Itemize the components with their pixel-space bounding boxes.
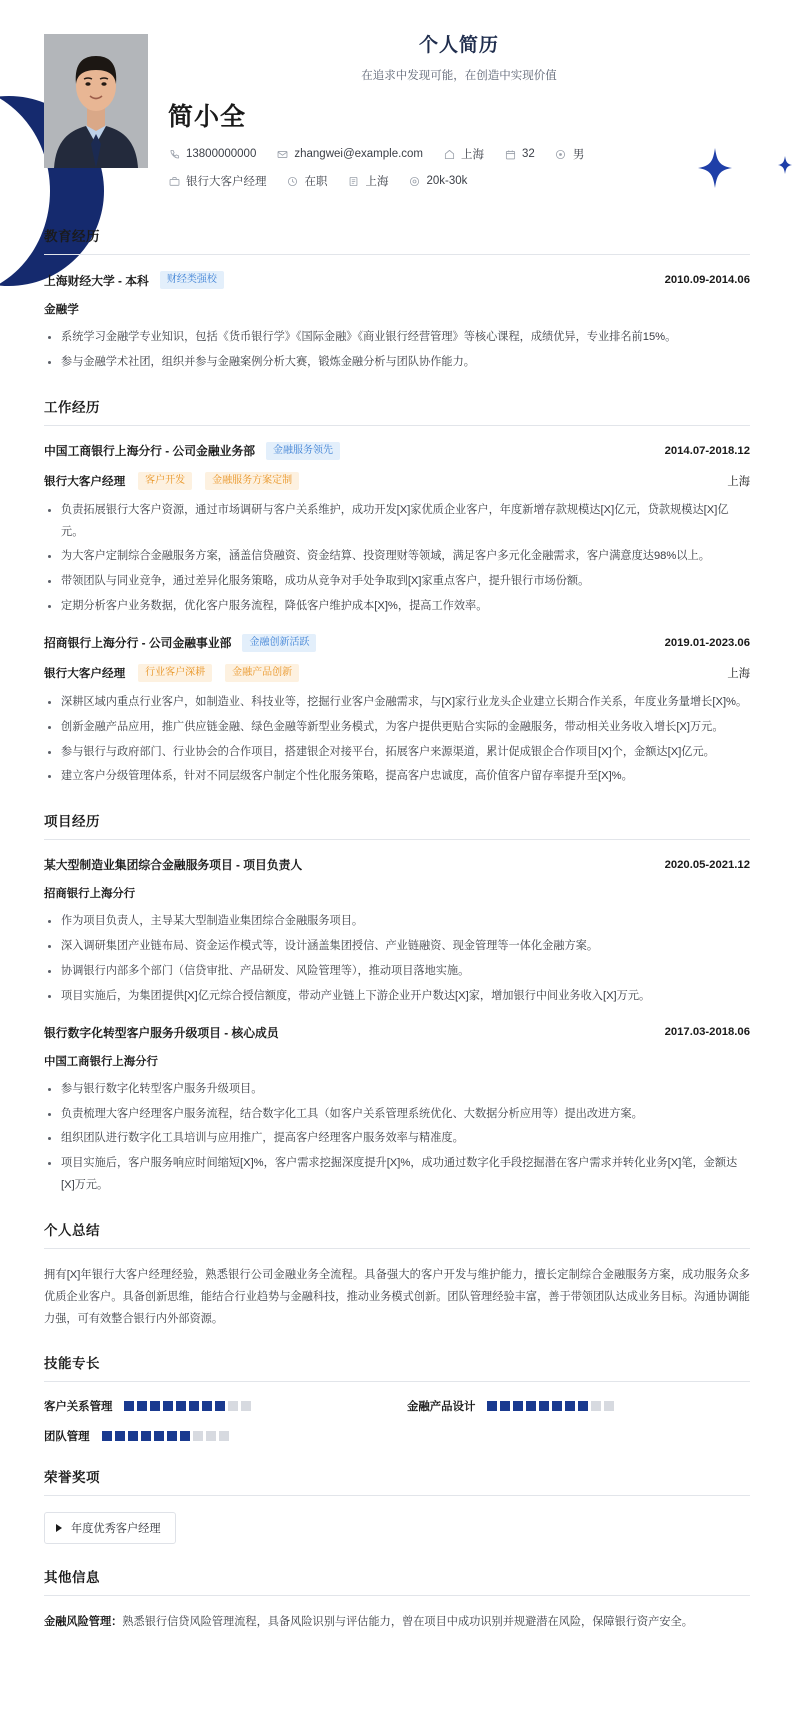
skill-block-filled xyxy=(552,1401,562,1411)
skill-block-empty xyxy=(193,1431,203,1441)
honor-label: 年度优秀客户经理 xyxy=(71,1523,161,1536)
skill-block-filled xyxy=(137,1401,147,1411)
mail-icon xyxy=(276,148,288,160)
education-school: 上海财经大学 - 本科 xyxy=(44,273,149,288)
skill-block-filled xyxy=(115,1431,125,1441)
contact-status xyxy=(287,173,328,189)
list-item: 作为项目负责人，主导某大型制造业集团综合金融服务项目。 xyxy=(44,911,750,933)
skill-block-filled xyxy=(154,1431,164,1441)
skill-block-filled xyxy=(578,1401,588,1411)
list-item: 参与银行数字化转型客户服务升级项目。 xyxy=(44,1079,750,1101)
list-item: 带领团队与同业竞争，通过差异化服务策略，成功从竞争对手处争取到[X]家重点客户，提升银行市场份额。 xyxy=(44,571,750,593)
play-triangle-icon xyxy=(56,1524,62,1532)
contact-email-value: zhangwei@example.com xyxy=(294,148,424,160)
project-date: 2017.03-2018.06 xyxy=(664,1026,750,1039)
list-item: 定期分析客户业务数据，优化客户服务流程，降低客户维护成本[X]%，提高工作效率。 xyxy=(44,596,750,618)
section-work xyxy=(0,396,794,789)
project-org: 招商银行上海分行 xyxy=(44,888,136,901)
list-item: 负责拓展银行大客户资源，通过市场调研与客户关系维护，成功开发[X]家优质企业客户，年度新增存款规模达[X]亿元，贷款规模达[X]亿元。 xyxy=(44,500,750,544)
education-major: 金融学 xyxy=(44,303,79,316)
page-subtitle: 在追求中发现可能，在创造中实现价值 xyxy=(361,70,557,82)
skill-block-empty xyxy=(241,1401,251,1411)
work-entry-header xyxy=(44,634,750,652)
skill-rating-blocks xyxy=(487,1401,617,1411)
list-item: 参与金融学术社团，组织并参与金融案例分析大赛，锻炼金融分析与团队协作能力。 xyxy=(44,352,750,374)
briefcase-icon xyxy=(168,175,180,187)
location-icon xyxy=(348,175,360,187)
section-other-info xyxy=(0,1566,794,1633)
header-text-block xyxy=(168,28,750,189)
section-title-honors: 荣誉奖项 xyxy=(44,1466,750,1496)
contact-salary xyxy=(409,175,468,187)
project-entry xyxy=(44,856,750,1007)
list-item: 为大客户定制综合金融服务方案，涵盖信贷融资、资金结算、投资理财等领域，满足客户多元化金融需求，客户满意度达98%以上。 xyxy=(44,546,750,568)
work-entry-header-left xyxy=(44,442,340,460)
work-role: 银行大客户经理 xyxy=(44,666,126,680)
work-role-tag: 金融服务方案定制 xyxy=(205,472,299,490)
skill-block-filled xyxy=(141,1431,151,1441)
contact-age xyxy=(504,148,535,160)
section-honors xyxy=(0,1466,794,1544)
skill-block-filled xyxy=(102,1431,112,1441)
contact-location xyxy=(348,173,389,189)
list-item: 深耕区域内重点行业客户，如制造业、科技业等，挖掘行业客户金融需求，与[X]家行业龙头企业建立长期合作关系，年度业务量增长[X]%。 xyxy=(44,692,750,714)
skill-block-filled xyxy=(189,1401,199,1411)
work-role: 银行大客户经理 xyxy=(44,474,126,488)
resume-header xyxy=(0,0,794,203)
page-title: 个人简历 xyxy=(418,35,499,56)
section-title-skills: 技能专长 xyxy=(44,1352,750,1382)
contact-hometown xyxy=(443,146,484,162)
page-bottom-spacer xyxy=(0,1634,794,1674)
work-location: 上海 xyxy=(727,667,750,680)
contact-status-value: 在职 xyxy=(304,176,328,188)
education-entry-header xyxy=(44,271,750,289)
work-bullets xyxy=(44,500,750,618)
work-entry xyxy=(44,442,750,618)
contact-age-value: 32 xyxy=(522,148,535,160)
work-date: 2014.07-2018.12 xyxy=(664,444,750,457)
salary-icon xyxy=(409,175,421,187)
contact-row-secondary xyxy=(168,173,750,189)
honor-chip[interactable] xyxy=(44,1512,176,1544)
skill-rating-blocks xyxy=(124,1401,254,1411)
work-role-tag: 行业客户深耕 xyxy=(138,664,212,682)
project-bullets xyxy=(44,911,750,1007)
list-item: 建立客户分级管理体系，针对不同层级客户制定个性化服务策略，提高客户忠诚度，高价值客户留存率提升至[X]%。 xyxy=(44,766,750,788)
skill-block-filled xyxy=(124,1401,134,1411)
contact-gender xyxy=(555,146,585,162)
list-item: 深入调研集团产业链布局、资金运作模式等，设计涵盖集团授信、产业链融资、现金管理等一体化金融方案。 xyxy=(44,936,750,958)
education-bullets xyxy=(44,327,750,374)
contact-phone xyxy=(168,148,256,160)
skill-block-empty xyxy=(228,1401,238,1411)
skill-block-filled xyxy=(202,1401,212,1411)
section-title-projects: 项目经历 xyxy=(44,810,750,840)
summary-text: 拥有[X]年银行大客户经理经验，熟悉银行公司金融业务全流程。具备强大的客户开发与维护能力，擅长定制综合金融服务方案，成功服务众多优质企业客户。具备创新思维，能结合行业趋势与金融科技，推动业务模式创新。团队管理经验丰富，善于带领团队达成业务目标。沟通协调能力强，可有效整合银行内外部资源。 xyxy=(44,1268,750,1326)
gender-icon xyxy=(555,148,567,160)
skill-block-filled xyxy=(500,1401,510,1411)
skill-block-filled xyxy=(128,1431,138,1441)
skill-block-filled xyxy=(526,1401,536,1411)
list-item: 系统学习金融学专业知识，包括《货币银行学》《国际金融》《商业银行经营管理》等核心课程，成绩优异，专业排名前15%。 xyxy=(44,327,750,349)
work-date: 2019.01-2023.06 xyxy=(664,636,750,649)
phone-icon xyxy=(168,148,180,160)
work-entry-header xyxy=(44,442,750,460)
project-date: 2020.05-2021.12 xyxy=(664,858,750,871)
skill-block-empty xyxy=(591,1401,601,1411)
work-tag: 金融创新活跃 xyxy=(242,634,316,652)
section-title-other-info: 其他信息 xyxy=(44,1566,750,1596)
list-item: 协调银行内部多个部门（信贷审批、产品研发、风险管理等），推动项目落地实施。 xyxy=(44,961,750,983)
list-item: 创新金融产品应用，推广供应链金融、绿色金融等新型业务模式，为客户提供更贴合实际的金融服务，带动相关业务收入增长[X]万元。 xyxy=(44,717,750,739)
honors-list xyxy=(44,1512,750,1544)
section-title-summary: 个人总结 xyxy=(44,1219,750,1249)
work-entry-header-left xyxy=(44,634,316,652)
education-date: 2010.09-2014.06 xyxy=(664,274,750,286)
skill-block-filled xyxy=(167,1431,177,1441)
skill-name: 团队管理 xyxy=(44,1431,90,1444)
contact-salary-value: 20k-30k xyxy=(426,175,468,187)
skill-name: 金融产品设计 xyxy=(407,1401,476,1414)
work-entry-subheader xyxy=(44,472,750,490)
skill-block-filled xyxy=(513,1401,523,1411)
contact-hometown-value: 上海 xyxy=(461,149,485,161)
work-entry-subheader xyxy=(44,664,750,682)
education-entry-header-left xyxy=(44,271,224,289)
other-info-item xyxy=(44,1611,750,1633)
skill-item xyxy=(407,1398,750,1414)
contact-row-primary xyxy=(168,146,750,162)
list-item: 项目实施后，客户服务响应时间缩短[X]%，客户需求挖掘深度提升[X]%，成功通过数字化手段挖掘潜在客户需求并转化业务[X]笔，金额达[X]万元。 xyxy=(44,1153,750,1197)
project-name: 某大型制造业集团综合金融服务项目 - 项目负责人 xyxy=(44,858,303,873)
skill-block-filled xyxy=(539,1401,549,1411)
contact-phone-value: 13800000000 xyxy=(186,148,257,160)
contact-email xyxy=(276,148,423,160)
education-entry xyxy=(44,271,750,374)
list-item: 负责梳理大客户经理客户服务流程，结合数字化工具（如客户关系管理系统优化、大数据分析应用等）提出改进方案。 xyxy=(44,1104,750,1126)
skill-item xyxy=(44,1428,387,1444)
list-item: 组织团队进行数字化工具培训与应用推广，提高客户经理客户服务效率与精准度。 xyxy=(44,1128,750,1150)
skill-block-filled xyxy=(163,1401,173,1411)
project-entry-header xyxy=(44,856,750,873)
section-projects xyxy=(0,810,794,1197)
skill-block-filled xyxy=(150,1401,160,1411)
work-entry-subheader-left xyxy=(44,472,299,490)
section-title-work: 工作经历 xyxy=(44,396,750,426)
work-entry xyxy=(44,634,750,788)
contact-position xyxy=(168,173,267,189)
work-entry-subheader-left xyxy=(44,664,299,682)
skill-block-empty xyxy=(219,1431,229,1441)
skill-block-filled xyxy=(565,1401,575,1411)
work-tag: 金融服务领先 xyxy=(266,442,340,460)
skill-block-filled xyxy=(215,1401,225,1411)
work-location: 上海 xyxy=(727,475,750,488)
project-name: 银行数字化转型客户服务升级项目 - 核心成员 xyxy=(44,1025,279,1040)
list-item: 项目实施后，为集团提供[X]亿元综合授信额度，带动产业链上下游企业开户数达[X]家，增加银行中间业务收入[X]万元。 xyxy=(44,986,750,1008)
contact-location-value: 上海 xyxy=(365,176,389,188)
list-item: 参与银行与政府部门、行业协会的合作项目，搭建银企对接平台，拓展客户来源渠道，累计促成银企合作项目[X]个，金额达[X]亿元。 xyxy=(44,742,750,764)
section-education xyxy=(0,225,794,374)
clock-icon xyxy=(287,175,299,187)
avatar xyxy=(44,34,148,168)
skill-block-empty xyxy=(206,1431,216,1441)
work-company: 招商银行上海分行 - 公司金融事业部 xyxy=(44,636,232,651)
project-bullets xyxy=(44,1079,750,1197)
skill-block-filled xyxy=(176,1401,186,1411)
section-skills xyxy=(0,1352,794,1444)
contact-gender-value: 男 xyxy=(572,149,585,161)
work-company: 中国工商银行上海分行 - 公司金融业务部 xyxy=(44,444,256,459)
section-title-education: 教育经历 xyxy=(44,225,750,255)
person-name: 简小全 xyxy=(168,103,247,131)
skill-block-filled xyxy=(180,1431,190,1441)
work-role-tag: 金融产品创新 xyxy=(225,664,299,682)
skill-block-empty xyxy=(604,1401,614,1411)
other-info-label: 金融风险管理： xyxy=(44,1616,123,1629)
project-entry xyxy=(44,1024,750,1197)
skill-rating-blocks xyxy=(102,1431,232,1441)
work-bullets xyxy=(44,692,750,788)
calendar-icon xyxy=(504,148,516,160)
work-role-tag: 客户开发 xyxy=(138,472,192,490)
contact-position-value: 银行大客户经理 xyxy=(186,176,267,188)
skill-block-filled xyxy=(487,1401,497,1411)
education-tag: 财经类强校 xyxy=(160,271,224,289)
other-info-text: 熟悉银行信贷风险管理流程，具备风险识别与评估能力，曾在项目中成功识别并规避潜在风险，保障银行资产安全。 xyxy=(122,1616,693,1629)
skill-item xyxy=(44,1398,387,1414)
project-org: 中国工商银行上海分行 xyxy=(44,1055,158,1068)
home-icon xyxy=(443,148,455,160)
skills-grid xyxy=(44,1398,750,1444)
skill-name: 客户关系管理 xyxy=(44,1401,113,1414)
section-summary xyxy=(0,1219,794,1331)
project-entry-header xyxy=(44,1024,750,1041)
